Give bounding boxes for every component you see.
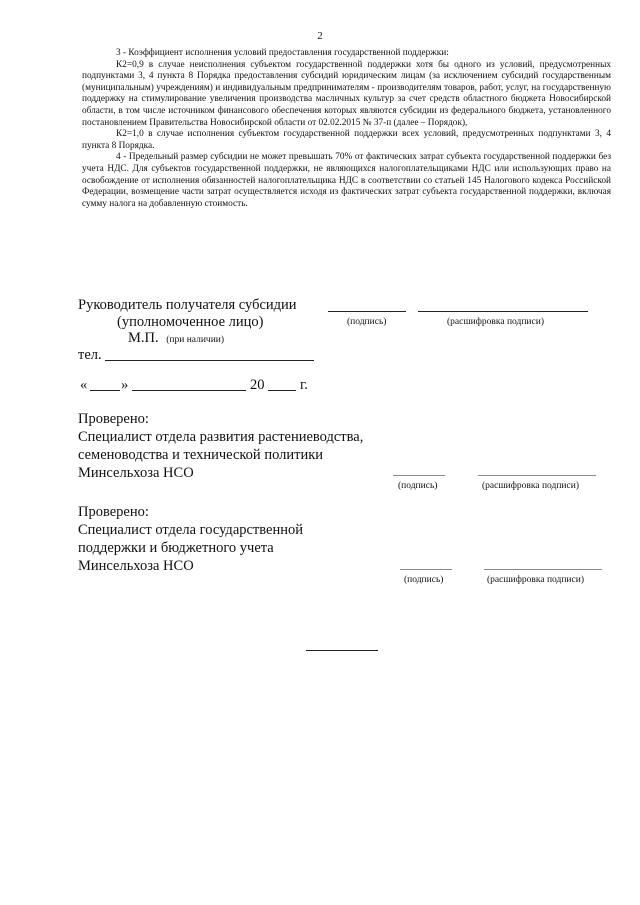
stamp-text: М.П. — [128, 330, 159, 346]
stamp-note: (при наличии) — [166, 335, 225, 345]
head-label: Руководитель получателя субсидии — [78, 297, 297, 313]
footnote-3-case-b: К2=1,0 в случае исполнения субъектом государственной поддержки всех условий, предусмотренных подпунктами 3, 4 пункта 8 Порядка. — [82, 129, 611, 151]
check-2-decryption-line[interactable] — [484, 569, 602, 570]
check-2-line-1: Специалист отдела государственной — [78, 522, 303, 538]
check-2-signature-line[interactable] — [400, 569, 452, 570]
date-year-line[interactable] — [268, 390, 296, 391]
date-month-line[interactable] — [132, 390, 246, 391]
check-1-title: Проверено: — [78, 411, 149, 427]
footnote-3: 3 - Коэффициент исполнения условий предоставления государственной поддержки: — [116, 48, 449, 58]
date-year-suffix: г. — [300, 377, 308, 393]
footnotes — [82, 48, 611, 210]
stamp-label — [128, 329, 224, 349]
check-2-title: Проверено: — [78, 504, 149, 520]
check-1-decryption-line[interactable] — [478, 475, 596, 476]
head-signature-line[interactable] — [328, 311, 406, 312]
date-day-line[interactable] — [90, 390, 120, 391]
check-1-signature-caption: (подпись) — [398, 481, 438, 491]
check-1-signature-line[interactable] — [393, 475, 445, 476]
phone-label: тел. — [78, 347, 102, 363]
date-open-quote: « — [80, 377, 88, 393]
check-1-line-1: Специалист отдела развития растениеводства, — [78, 429, 364, 445]
head-signature-caption: (подпись) — [347, 317, 387, 327]
check-2-line-2: поддержки и бюджетного учета — [78, 540, 274, 556]
head-decryption-line[interactable] — [418, 311, 588, 312]
footnote-4: 4 - Предельный размер субсидии не может превышать 70% от фактических затрат субъекта государственной поддержки без учета НДС. Для субъектов государственной поддержки, не являющихся налогоплательщиками НДС или использующих право на освобождение от исполнения обязанностей налогоплательщика НДС в соответствии со статьей 145 Налогового кодекса Российской Федерации, возмещение части затрат осуществляется исходя из фактических затрат субъекта государственной поддержки, включая сумму налога на добавленную стоимость. — [82, 152, 611, 209]
check-2-line-3: Минсельхоза НСО — [78, 558, 194, 574]
date-year-prefix: 20 — [250, 377, 265, 393]
footnote-3-case-a: К2=0,9 в случае неисполнения субъектом государственной поддержки хотя бы одного из условий, предусмотренных подпунктами 3, 4 пункта 8 Порядка предоставления субсидий юридическим лицам (за исключением субсидий государственным (муниципальным) учреждениям) и индивидуальным предпринимателям - производителям товаров, работ, услуг, на государственную поддержку на стимулирование увеличения производства масличных культур за счет средств областного бюджета Новосибирской области, в том числе источником финансового обеспечения которых являются субсидии из федерального бюджета, установленного постановлением Правительства Новосибирской области от 02.02.2015 № 37-п (далее – Порядок), — [82, 59, 611, 128]
check-2-signature-caption: (подпись) — [404, 575, 444, 585]
check-2-decryption-caption: (расшифровка подписи) — [487, 575, 584, 585]
date-close-quote: » — [121, 377, 129, 393]
check-1-decryption-caption: (расшифровка подписи) — [482, 481, 579, 491]
authorized-label: (уполномоченное лицо) — [117, 314, 264, 330]
check-1-line-3: Минсельхоза НСО — [78, 465, 194, 481]
closing-separator — [306, 650, 378, 651]
page-number: 2 — [317, 30, 323, 42]
check-1-line-2: семеноводства и технической политики — [78, 447, 324, 463]
head-decryption-caption: (расшифровка подписи) — [447, 317, 544, 327]
phone-line[interactable] — [105, 360, 314, 361]
